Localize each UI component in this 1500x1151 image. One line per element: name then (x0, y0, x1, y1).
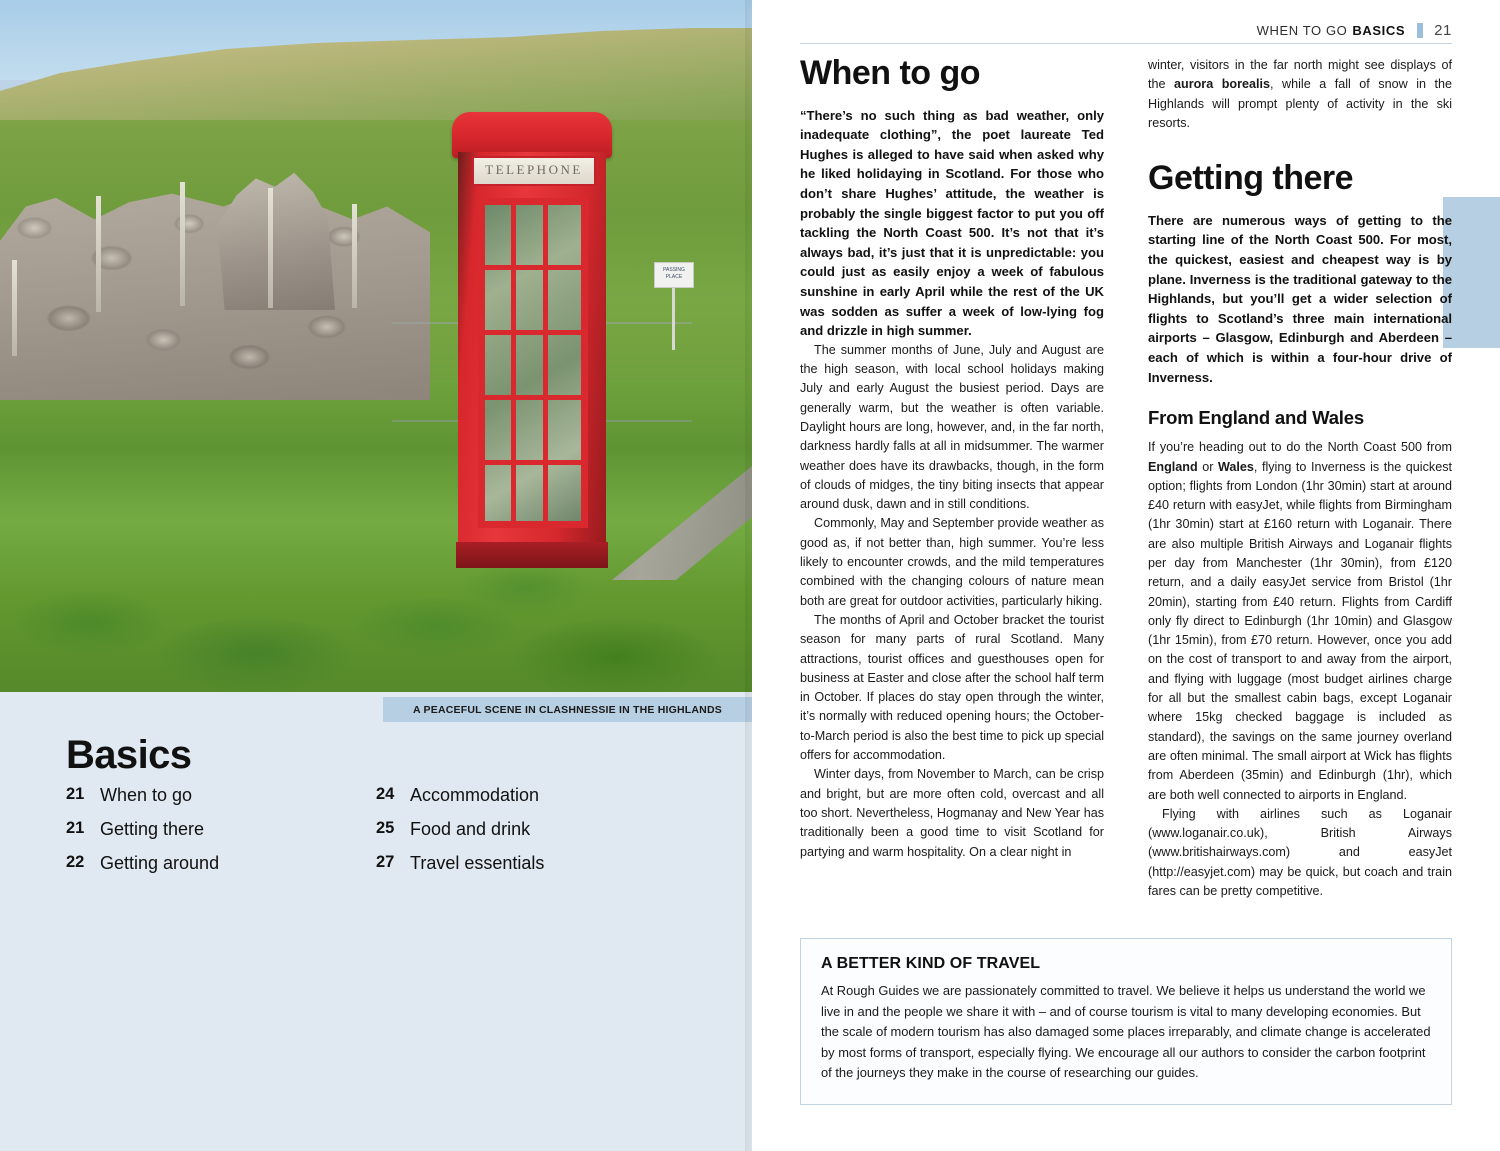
hero-photo (0, 0, 752, 692)
heading-from-england-and-wales: From England and Wales (1148, 407, 1364, 429)
table-of-contents (66, 785, 686, 887)
running-head-section: WHEN TO GO (1256, 23, 1348, 38)
toc-entry[interactable] (376, 819, 686, 853)
getting-there-lead: There are numerous ways of getting to the starting line of the North Coast 500. For most, the quickest, easiest and cheapest way is by plane. Inverness is the traditional gateway to the Highlands, but you’ll get a wider selection of flights to Scotland’s three main international airports – Glasgow, Edinburgh and Aberdeen – each of which is within a four-hour drive of Inverness. (1148, 212, 1452, 385)
toc-entry[interactable] (376, 853, 686, 887)
term-england: England (1148, 459, 1198, 474)
toc-entry[interactable] (66, 785, 376, 819)
toc-label: When to go (100, 785, 193, 805)
running-head (1257, 22, 1452, 39)
running-head-book-section: BASICS (1352, 23, 1406, 38)
toc-label: Getting there (100, 819, 205, 839)
from-england-paragraph-2: Flying with airlines such as Loganair (www.loganair.co.uk), British Airways (www.britishairways.com) and easyJet (http://easyjet.com) may be quick, but coach and train fares can be pretty competitive. (1148, 806, 1452, 899)
passing-place-sign: PASSING PLACE (654, 262, 694, 288)
toc-page-number: 22 (66, 853, 85, 871)
fence-post (180, 182, 185, 306)
when-to-go-paragraph-4 (800, 765, 1104, 861)
window-transom (485, 330, 581, 335)
p4-text-before: Winter days, from November to March, can be crisp and bright, but are more often cold, overcast and all too short. Nevertheless, Hogmanay and New Year has traditionally been a good time to visit Scotland for partying and warm hospitality. On a clear night in (800, 767, 1104, 859)
info-box (800, 938, 1452, 1105)
telephone-box-base (456, 542, 608, 568)
toc-entry[interactable] (376, 785, 686, 819)
header-rule (800, 43, 1452, 44)
few-part-3: , flying to Inverness is the quickest option; flights from London (1hr 30min) start at around £40 return with easyJet, while flights from Birmingham (1hr 30min) start at £160 return with Loganair. There are also multiple British Airways and Loganair flights per day from Manchester (1hr 30min), from £120 return, and a daily easyJet service from Bristol (1hr 20min), starting from £40 return. Flights from Cardiff only fly direct to Edinburgh (1hr 10min) and Glasgow (1hr 15min), from £70 return. However, once you add on the cost of transport to and away from the airport, and flying with luggage (most budget airlines charge for all but the smallest cabin bags, except Loganair where 15kg checked baggage is included as standard), the savings on the same journey overland are often minimal. The small airport at Wick has flights from Aberdeen (35min) and Edinburgh (1hr), which are both well connected to airports in England. (1148, 459, 1452, 802)
toc-page-number: 27 (376, 853, 395, 871)
running-head-divider-icon (1417, 23, 1423, 38)
when-to-go-lead: “There’s no such thing as bad weather, only inadequate clothing”, the poet laureate Ted Hughes is alleged to have said when asked why he liked holidaying in Scotland. For those who don’t share Hughes’ attitude, the weather is probably the single biggest factor to put you off tackling the North Coast 500. It’s not that it’s always bad, it’s just that it is unpredictable: you could just as easily enjoy a week of fabulous sunshine in early April while the rest of the UK was sodden as suffer a week of low-lying fog and drizzle in high summer. (800, 107, 1104, 339)
window-mullion (543, 205, 548, 521)
fence-post (268, 188, 273, 308)
heading-when-to-go: When to go (800, 54, 981, 92)
few-part-1: If you’re heading out to do the North Coast 500 from (1148, 440, 1452, 455)
carryover-after: , while a fall of snow in the Highlands will prompt plenty of activity in the ski resorts. (1148, 77, 1452, 130)
page-number: 21 (1434, 22, 1452, 39)
toc-label: Getting around (100, 853, 220, 873)
window-transom (485, 395, 581, 400)
photo-caption: A PEACEFUL SCENE IN CLASHNESSIE IN THE HIGHLANDS (383, 697, 752, 722)
when-to-go-paragraph-2: Commonly, May and September provide weather as good as, if not better than, high summer. You’re less likely to encounter crowds, and the mild temperatures combined with the changing colours of nature mean both are great for outdoor activities, particularly hiking. (800, 516, 1104, 608)
fence-post (96, 196, 101, 312)
photo-grass-tufts (0, 520, 752, 692)
when-to-go-paragraph-1: The summer months of June, July and August are the high season, with local school holidays making July and early August the busiest period. Days are generally warm, but the weather is often variable. Daylight hours are long, however, and, in the far north, darkness hardly falls at all in midsummer. The warmer weather does have its drawbacks, though, in the form of clouds of midges, the tiny biting insects that appear around dusk, dawn and in still conditions. (800, 342, 1104, 512)
column-right (1148, 56, 1452, 901)
fence-post (352, 204, 357, 308)
window-mullion (511, 205, 516, 521)
column-left (800, 56, 1104, 862)
telephone-box-window (478, 198, 588, 528)
toc-page-number: 21 (66, 819, 85, 837)
column-right-carryover (1148, 56, 1452, 133)
telephone-sign: TELEPHONE (472, 156, 596, 186)
toc-entry[interactable] (66, 853, 376, 887)
toc-page-number: 24 (376, 785, 395, 803)
from-england-paragraph-1 (1148, 438, 1452, 805)
when-to-go-paragraph-3: The months of April and October bracket the tourist season for many parts of rural Scotland. Many attractions, tourist offices and guesthouses open for business at Easter and close after the school half term in October. If places do stay open through the winter, it’s normally with reduced opening hours; the October-to-March period is also the best time to pick up special offers for accommodation. (800, 612, 1104, 763)
term-wales: Wales (1217, 459, 1254, 474)
toc-page-number: 21 (66, 785, 85, 803)
carryover-before: winter, visitors in the far north might see displays of the (1148, 58, 1452, 92)
toc-label: Travel essentials (410, 853, 545, 873)
toc-page-number: 25 (376, 819, 395, 837)
toc-label: Accommodation (410, 785, 540, 805)
info-box-body: At Rough Guides we are passionately committed to travel. We believe it helps us understand the world we live in and the people we share it with – and of course tourism is vital to many developing economies. But the scale of modern tourism has also damaged some places irreparably, and climate change is accelerated by most forms of transport, especially flying. We encourage all our authors to consider the carbon footprint of the journeys they make in the course of researching our guides. (821, 983, 1431, 1080)
window-transom (485, 460, 581, 465)
toc-label: Food and drink (410, 819, 531, 839)
window-transom (485, 265, 581, 270)
sign-post-leg (672, 288, 675, 350)
photo-telephone-box (452, 112, 612, 567)
info-box-title: A BETTER KIND OF TRAVEL (821, 955, 1041, 972)
carryover-term: aurora borealis (1174, 77, 1271, 92)
few-part-2: or (1197, 459, 1218, 474)
page-title: Basics (66, 733, 192, 777)
right-page (752, 0, 1500, 1151)
toc-entry[interactable] (66, 819, 376, 853)
heading-getting-there: Getting there (1148, 159, 1354, 198)
fence-post (12, 260, 17, 356)
